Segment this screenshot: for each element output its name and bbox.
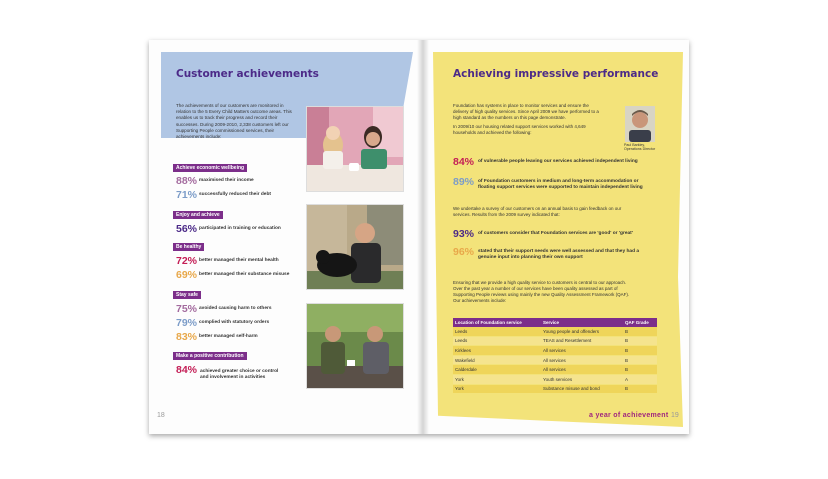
stat-percent: 69%	[176, 269, 198, 281]
table-cell: B	[623, 365, 657, 375]
table-cell: Substance misuse and bond	[541, 384, 623, 394]
stat-row	[176, 317, 269, 329]
stat-percent: 56%	[176, 223, 198, 235]
text-line: households and achieved the following:	[453, 130, 532, 135]
table-cell: TEAS and Resettlement	[541, 336, 623, 346]
table-cell: Kirklees	[453, 346, 541, 356]
stat-text	[478, 249, 639, 261]
stat-percent: 79%	[176, 317, 198, 329]
stat-text: better managed their mental health	[199, 258, 279, 263]
stat-text: better managed their substance misuse	[199, 272, 290, 277]
column-header: Service	[541, 318, 623, 327]
section-heading: Make a positive contribution	[173, 352, 247, 360]
left-page	[149, 40, 423, 434]
stat-text: successfully reduced their debt	[199, 192, 271, 197]
stat-percent: 83%	[176, 331, 198, 343]
text-line: Our achievements include:	[453, 298, 507, 303]
stat-row	[176, 255, 279, 267]
brochure-spread	[149, 40, 689, 434]
table-cell: Calderdale	[453, 365, 541, 375]
stat-text: complied with statutory orders	[199, 320, 270, 325]
text-line: Supporting People reviews using mainly the new Quality Assessment Framework (QAF).	[453, 292, 630, 297]
table-row	[453, 365, 657, 375]
stat-row	[176, 269, 289, 281]
stat-text-line: stated that their support needs were well assessed and that they had a	[478, 249, 640, 254]
page-number: 19	[671, 412, 679, 419]
table-cell: B	[623, 327, 657, 336]
stat-percent: 71%	[176, 189, 198, 201]
column-header: Location of Foundation service	[453, 318, 541, 327]
table-cell: All services	[541, 365, 623, 375]
column-header: QAF Grade	[623, 318, 657, 327]
table-header-row	[453, 318, 657, 327]
section-heading: Enjoy and achieve	[173, 211, 223, 219]
table-cell: B	[623, 355, 657, 365]
stat-percent: 84%	[176, 364, 198, 376]
table-cell: Leeds	[453, 327, 541, 336]
stat-text-line: genuine input into planning their own support	[478, 255, 583, 260]
stat-percent: 84%	[453, 156, 475, 168]
section-heading: Achieve economic wellbeing	[173, 164, 247, 172]
table-row	[453, 327, 657, 336]
quality-text	[453, 280, 668, 304]
stat-percent: 72%	[176, 255, 198, 267]
photo-women-at-table	[306, 106, 404, 192]
photo-man-with-dog	[306, 204, 404, 290]
table-cell: Leeds	[453, 336, 541, 346]
section-heading: Stay safe	[173, 291, 201, 299]
table-row	[453, 374, 657, 384]
table-cell: Wakefield	[453, 355, 541, 365]
text-line: In 2009/10 our housing related support services worked with 4,649	[453, 124, 586, 129]
stat-percent: 89%	[453, 176, 475, 188]
photo-men-on-bench	[306, 303, 404, 389]
caption-line: Operations Director	[624, 147, 656, 152]
stat-text-line: of Foundation customers in medium and long-term accommodation or	[478, 179, 639, 184]
stat-row	[176, 331, 258, 343]
stat-percent: 93%	[453, 228, 475, 240]
text-line: delivery of high quality services. Since April 2009 we have performed to a	[453, 109, 599, 114]
stat-text: maximised their income	[199, 178, 254, 183]
stat-row	[176, 223, 281, 235]
portrait-caption	[624, 143, 655, 152]
stat-percent: 88%	[176, 175, 198, 187]
table-cell: B	[623, 346, 657, 356]
text-line: We undertake a survey of our customers on an annual basis to gain feedback on our	[453, 206, 622, 211]
stat-text: better managed self-harm	[199, 334, 258, 339]
qaf-table	[453, 318, 657, 394]
page-number: 18	[157, 412, 165, 419]
text-line: high standard as the numbers on this page demonstrate.	[453, 115, 566, 120]
table-cell: York	[453, 384, 541, 394]
page-title: Achieving impressive performance	[453, 68, 659, 80]
stat-text-line: of customers consider that Foundation services are 'good' or 'great'	[478, 231, 633, 236]
right-page	[423, 40, 689, 434]
text-line: Over the past year a number of our services have been quality assessed as part of	[453, 286, 618, 291]
stat-text: participated in training or education	[199, 226, 281, 231]
table-cell: All services	[541, 355, 623, 365]
table-cell: All services	[541, 346, 623, 356]
stat-text: avoided causing harm to others	[199, 306, 272, 311]
portrait-photo	[625, 106, 655, 142]
text-line: Ensuring that we provide a high quality service to customers is central to our approach.	[453, 280, 627, 285]
stat-text	[478, 179, 643, 191]
stat-text	[478, 231, 633, 237]
table-row	[453, 355, 657, 365]
stat-text-line: and involvement in activities	[200, 375, 266, 380]
stat-text	[478, 159, 638, 165]
stat-row	[176, 303, 272, 315]
page-title: Customer achievements	[176, 68, 319, 80]
caption-line: Paul Barkley,	[624, 143, 645, 147]
table-cell: York	[453, 374, 541, 384]
text-line: Foundation has systems in place to monitor services and ensure the	[453, 103, 589, 108]
table-cell: B	[623, 384, 657, 394]
stat-text	[200, 369, 278, 381]
stat-row	[176, 364, 197, 376]
stat-row	[176, 175, 254, 187]
stat-percent: 75%	[176, 303, 198, 315]
table-cell: A	[623, 374, 657, 384]
stat-text-line: of vulnerable people leaving our services achieved independent living	[478, 159, 638, 164]
table-row	[453, 384, 657, 394]
footer-tagline: a year of achievement	[589, 412, 669, 419]
intro-text	[453, 103, 623, 136]
stat-percent: 96%	[453, 246, 475, 258]
table-row	[453, 336, 657, 346]
table-cell: Youth services	[541, 374, 623, 384]
table-cell: Young people and offenders	[541, 327, 623, 336]
table-cell: B	[623, 336, 657, 346]
survey-text	[453, 206, 663, 218]
section-heading: Be healthy	[173, 243, 204, 251]
stat-text-line: floating support services were supported to maintain independent living	[478, 185, 643, 190]
table-row	[453, 346, 657, 356]
intro-text: The achievements of our customers are monitored in relation to the 5 Every Child Matters outcome areas. This enables us to track their progress and record their successes. During 2009-2010, 2,338 customers left our Supporting People commissioned services, their achievements include:	[176, 103, 292, 140]
stat-text-line: achieved greater choice or control	[200, 369, 279, 374]
text-line: services. Results from the 2009 survey indicated that:	[453, 212, 560, 217]
stat-row	[176, 189, 271, 201]
